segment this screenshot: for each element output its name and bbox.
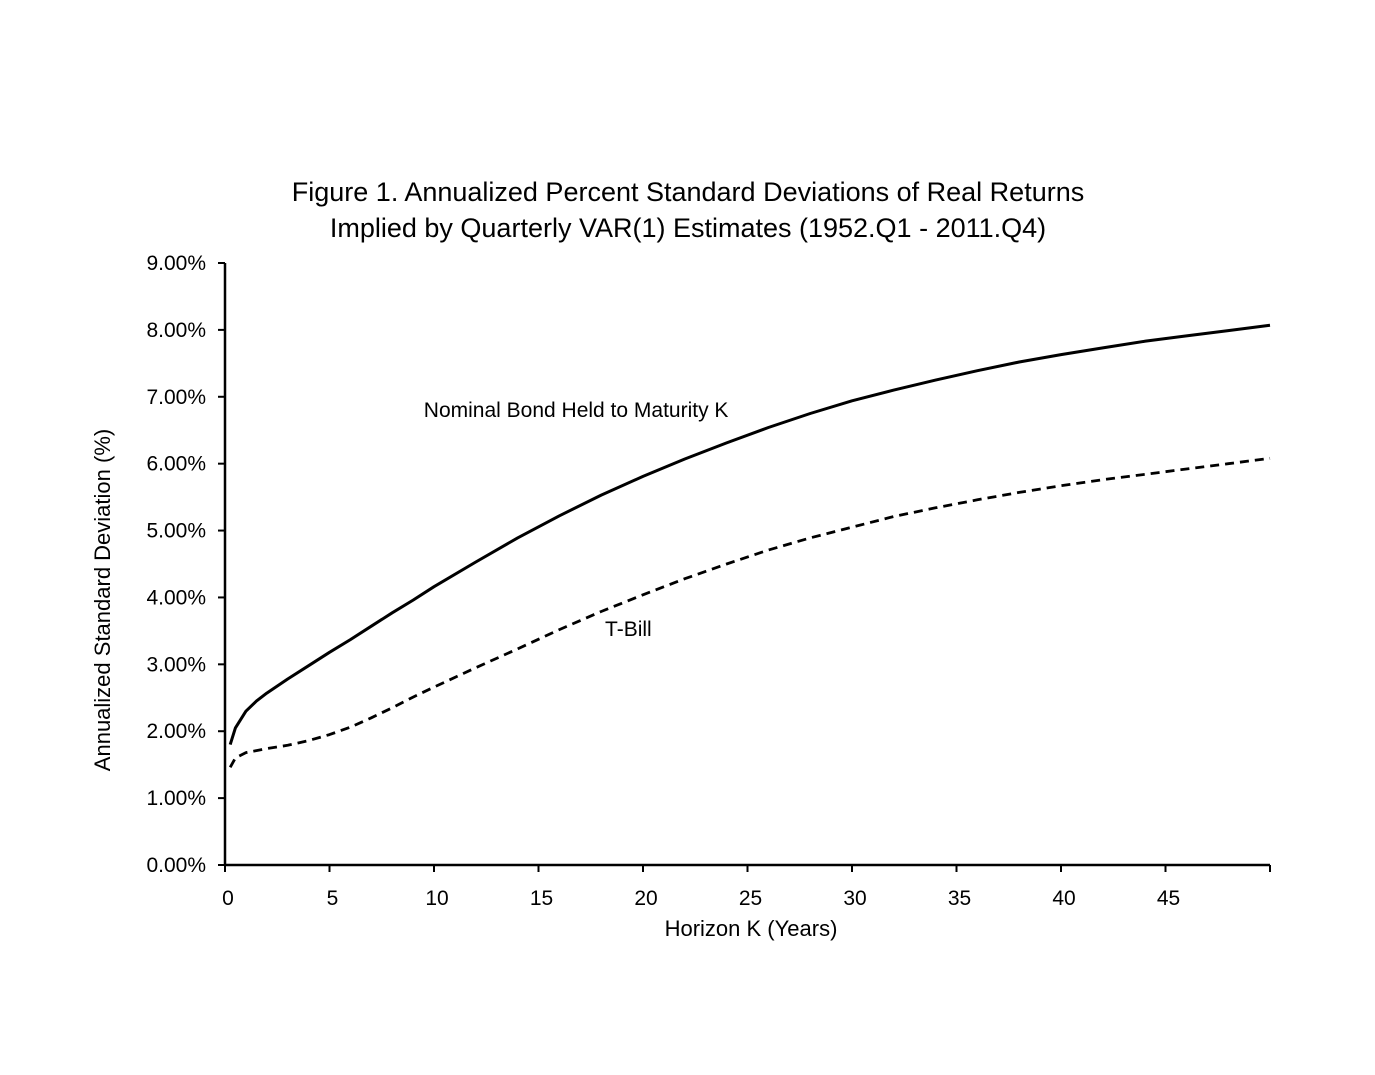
y-tick-label: 5.00% — [146, 519, 206, 543]
chart-title: Figure 1. Annualized Percent Standard Deviations of Real Returns — [291, 177, 1085, 207]
x-tick-label: 15 — [529, 887, 554, 910]
y-tick-label: 8.00% — [146, 318, 206, 342]
x-tick-label: 0 — [222, 887, 234, 910]
y-tick-label: 9.00% — [146, 252, 206, 275]
x-axis-ticks — [222, 865, 1270, 910]
series-annotation: Nominal Bond Held to Maturity K — [423, 398, 729, 422]
series-line-1 — [230, 458, 1270, 767]
y-tick-label: 7.00% — [146, 385, 206, 409]
annotations — [424, 399, 729, 641]
chart-subtitle: Implied by Quarterly VAR(1) Estimates (1952.Q1 - 2011.Q4) — [329, 213, 1047, 243]
y-tick-label: 3.00% — [146, 653, 206, 677]
y-axis-title: Annualized Standard Deviation (%) — [90, 428, 115, 772]
y-tick-label: 0.00% — [146, 854, 206, 877]
y-tick-label: 2.00% — [146, 720, 206, 744]
x-tick-label: 45 — [1156, 887, 1181, 910]
x-tick-label: 5 — [326, 887, 339, 910]
x-axis-title: Horizon K (Years) — [664, 916, 838, 941]
y-axis-ticks — [146, 252, 225, 877]
x-tick-label: 35 — [947, 887, 972, 910]
x-tick-label: 40 — [1052, 887, 1076, 910]
x-tick-label: 20 — [634, 887, 658, 910]
x-tick-label: 30 — [843, 887, 867, 910]
plot-area — [230, 325, 1270, 767]
x-tick-label: 25 — [738, 887, 763, 910]
y-tick-label: 4.00% — [146, 586, 206, 610]
y-tick-label: 1.00% — [146, 787, 206, 811]
x-tick-label: 10 — [425, 887, 449, 910]
series-annotation: T-Bill — [605, 618, 652, 642]
series-line-0 — [230, 325, 1270, 744]
y-tick-label: 6.00% — [146, 452, 206, 476]
